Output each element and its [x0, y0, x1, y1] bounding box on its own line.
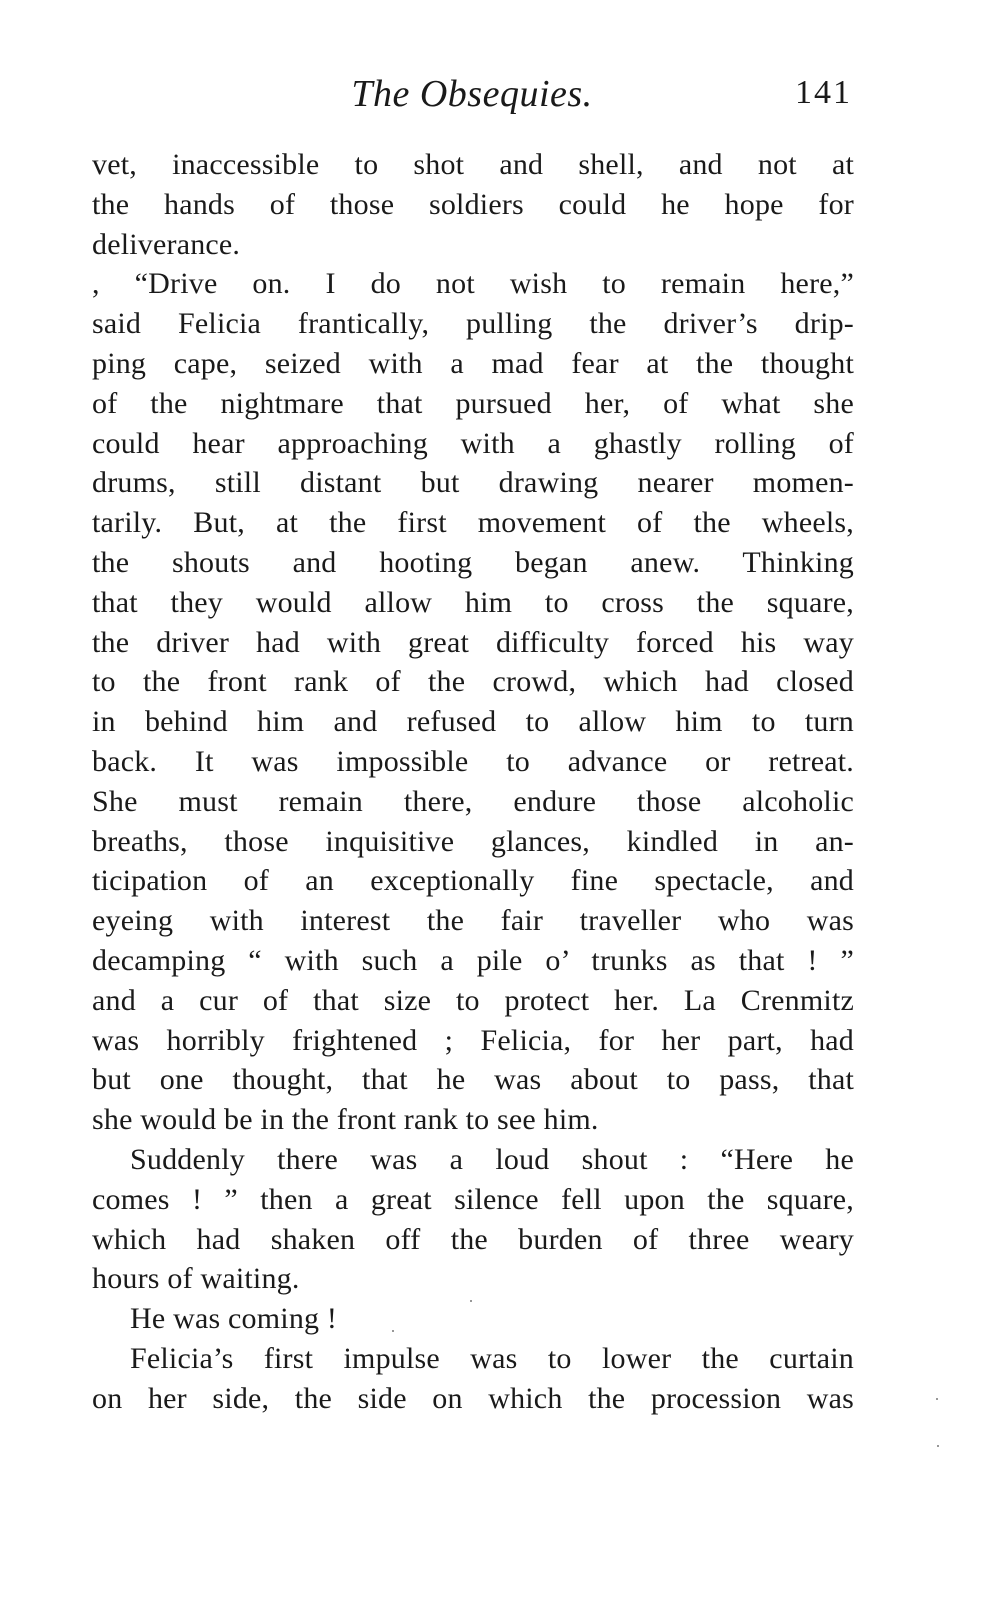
text-line: Suddenly there was a loud shout : “Here he	[130, 1142, 854, 1176]
text-line: eyeing with interest the fair traveller who was	[92, 904, 854, 938]
text-line: in behind him and refused to allow him to turn	[92, 705, 854, 739]
text-line: could hear approaching with a ghastly rolling of	[92, 426, 854, 460]
text-line: to the front rank of the crowd, which had closed	[92, 665, 854, 699]
body-text	[92, 145, 854, 1419]
text-line: Felicia’s first impulse was to lower the curtain	[130, 1341, 854, 1375]
text-line: back. It was impossible to advance or retreat.	[92, 744, 854, 778]
text-line: and a cur of that size to protect her. La Crenmitz	[92, 983, 854, 1017]
text-line: hours of waiting.	[92, 1262, 300, 1296]
text-line: said Felicia frantically, pulling the driver’s drip-	[92, 307, 854, 341]
text-line: the shouts and hooting began anew. Thinking	[92, 545, 854, 579]
page-number: 141	[795, 74, 852, 111]
text-line: the hands of those soldiers could he hope for	[92, 187, 854, 221]
text-line: that they would allow him to cross the square,	[92, 585, 854, 619]
text-line: ping cape, seized with a mad fear at the thought	[92, 346, 854, 380]
paper-speck	[937, 1445, 939, 1447]
text-line: was horribly frightened ; Felicia, for her part, had	[92, 1023, 854, 1057]
text-line: vet, inaccessible to shot and shell, and not at	[92, 148, 854, 181]
running-head	[92, 72, 852, 122]
text-line: comes ! ” then a great silence fell upon the square,	[92, 1182, 854, 1216]
text-line: but one thought, that he was about to pass, that	[92, 1063, 854, 1097]
text-line: drums, still distant but drawing nearer momen-	[92, 466, 854, 500]
text-line: He was coming !	[130, 1302, 338, 1336]
text-line: of the nightmare that pursued her, of what she	[92, 386, 854, 420]
text-line: She must remain there, endure those alcoholic	[92, 784, 854, 818]
text-line: , “Drive on. I do not wish to remain here,”	[92, 267, 854, 301]
text-line: which had shaken off the burden of three weary	[92, 1222, 854, 1256]
text-line: decamping “ with such a pile o’ trunks as that ! ”	[92, 943, 854, 977]
text-line: deliverance.	[92, 227, 241, 261]
running-title: The Obsequies.	[351, 73, 593, 115]
text-line: on her side, the side on which the procession was	[92, 1381, 854, 1415]
text-line: she would be in the front rank to see him.	[92, 1103, 599, 1137]
text-line: the driver had with great difficulty forced his way	[92, 625, 854, 659]
paper-speck	[936, 1398, 938, 1400]
text-line: ticipation of an exceptionally fine spectacle, and	[92, 864, 854, 898]
paper-speck	[392, 1330, 394, 1332]
paper-speck	[470, 1300, 472, 1302]
text-line: tarily. But, at the first movement of the wheels,	[92, 506, 854, 540]
text-line: breaths, those inquisitive glances, kindled in an-	[92, 824, 854, 858]
